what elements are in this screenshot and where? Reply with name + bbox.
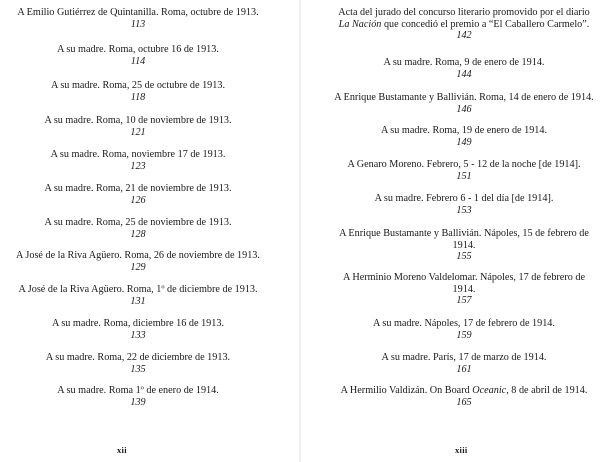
entry-description: A Herminio Moreno Valdelomar. Nápoles, 17 de febrero de (343, 272, 585, 283)
toc-entry (4, 217, 272, 241)
entry-page-number: 131 (130, 295, 146, 307)
entry-description: A su madre. Febrero 6 - 1 del día [de 1914]. (374, 193, 554, 204)
toc-entry (4, 183, 272, 207)
toc-entry (4, 149, 272, 173)
entry-description: A José de la Riva Agüero. Roma, 1º de diciembre de 1913. (18, 284, 258, 295)
entry-page-number: 149 (456, 136, 472, 148)
toc-entry (330, 272, 598, 307)
entry-description: A su madre. Nápoles, 17 de febrero de 1914. (373, 318, 555, 329)
entry-page-number: 155 (456, 251, 472, 263)
entry-description: A su madre. Roma, 22 de diciembre de 1913. (45, 352, 231, 363)
entry-description-tail: que concedió el premio a “El Caballero Carmelo”. (381, 18, 590, 30)
toc-entry (4, 318, 272, 342)
entry-page-number: 123 (130, 160, 146, 172)
toc-entry (326, 92, 600, 116)
entry-description: A su madre. Roma, 19 de enero de 1914. (380, 125, 548, 136)
entry-description: A su madre. Roma, 25 de octubre de 1913. (51, 80, 225, 91)
toc-entry (0, 250, 276, 274)
toc-entry (330, 193, 598, 217)
entry-description: A su madre. Roma, 21 de noviembre de 1913. (44, 183, 232, 194)
entry-description-head: A Hermilio Valdizán. On Board (340, 385, 473, 396)
entry-description-cont: 1914. (452, 239, 476, 251)
toc-entry (330, 57, 598, 81)
page-folio-right: xiii (455, 445, 468, 455)
entry-page-number: 151 (456, 170, 472, 182)
toc-entry (330, 318, 598, 342)
entry-description: Acta del jurado del concurso literario promovido por el diario (338, 7, 590, 18)
entry-description: A Enrique Bustamante y Ballivián. Nápoles, 15 de febrero de (339, 228, 589, 239)
entry-description: A Genaro Moreno. Febrero, 5 - 12 de la noche [de 1914]. (347, 159, 581, 170)
entry-page-number: 157 (456, 295, 472, 307)
entry-page-number: 144 (456, 68, 472, 80)
entry-page-number: 153 (456, 204, 472, 216)
toc-entry (4, 115, 272, 139)
entry-page-number: 114 (130, 55, 146, 67)
entry-description-cont (330, 19, 598, 31)
entry-description: A su madre. Roma, octubre 16 de 1913. (57, 44, 219, 55)
entry-description: A su madre. Roma, noviembre 17 de 1913. (50, 149, 226, 160)
entry-description: A su madre. Roma, diciembre 16 de 1913. (51, 318, 225, 329)
toc-entry (330, 159, 598, 183)
toc-entry (0, 284, 276, 308)
toc-entry (330, 385, 598, 409)
entry-description-tail: , 8 de abril de 1914. (506, 385, 588, 396)
entry-description: A su madre. Roma, 25 de noviembre de 1913. (44, 217, 232, 228)
entry-page-number: 133 (130, 329, 146, 341)
entry-description (330, 385, 598, 397)
entry-page-number: 165 (456, 396, 472, 408)
toc-entry (4, 44, 272, 68)
entry-description: A su madre. París, 17 de marzo de 1914. (381, 352, 547, 363)
entry-page-number: 161 (456, 363, 472, 375)
toc-entry (4, 80, 272, 104)
entry-page-number: 118 (130, 91, 146, 103)
entry-description: A Emilio Gutiérrez de Quintanilla. Roma, octubre de 1913. (17, 7, 259, 18)
newspaper-title: La Nación (338, 18, 382, 30)
entry-description: A su madre. Roma, 9 de enero de 1914. (383, 57, 545, 68)
ship-name: Oceanic (472, 385, 507, 396)
toc-entry (4, 352, 272, 376)
entry-description: A Enrique Bustamante y Ballivián. Roma, 14 de enero de 1914. (334, 92, 594, 103)
entry-page-number: 129 (130, 261, 146, 273)
entry-page-number: 128 (130, 228, 146, 240)
toc-entry (330, 352, 598, 376)
entry-page-number: 126 (130, 194, 146, 206)
entry-page-number: 159 (456, 329, 472, 341)
entry-page-number: 135 (130, 363, 146, 375)
toc-entry (330, 125, 598, 149)
entry-page-number: 139 (130, 396, 146, 408)
entry-page-number: 142 (456, 30, 472, 42)
entry-page-number: 113 (130, 18, 146, 30)
entry-description: A su madre. Roma 1º de enero de 1914. (57, 385, 219, 396)
toc-entry (4, 385, 272, 409)
entry-description: A José de la Riva Agüero. Roma, 26 de noviembre de 1913. (16, 250, 260, 261)
toc-entry (4, 7, 272, 31)
toc-entry (330, 228, 598, 263)
entry-page-number: 146 (456, 103, 472, 115)
entry-description: A su madre. Roma, 10 de noviembre de 1913. (44, 115, 232, 126)
page-folio-left: xii (117, 445, 127, 455)
entry-description-cont: 1914. (452, 283, 476, 295)
entry-page-number: 121 (130, 126, 146, 138)
right-page (300, 0, 600, 462)
toc-entry (330, 7, 598, 42)
